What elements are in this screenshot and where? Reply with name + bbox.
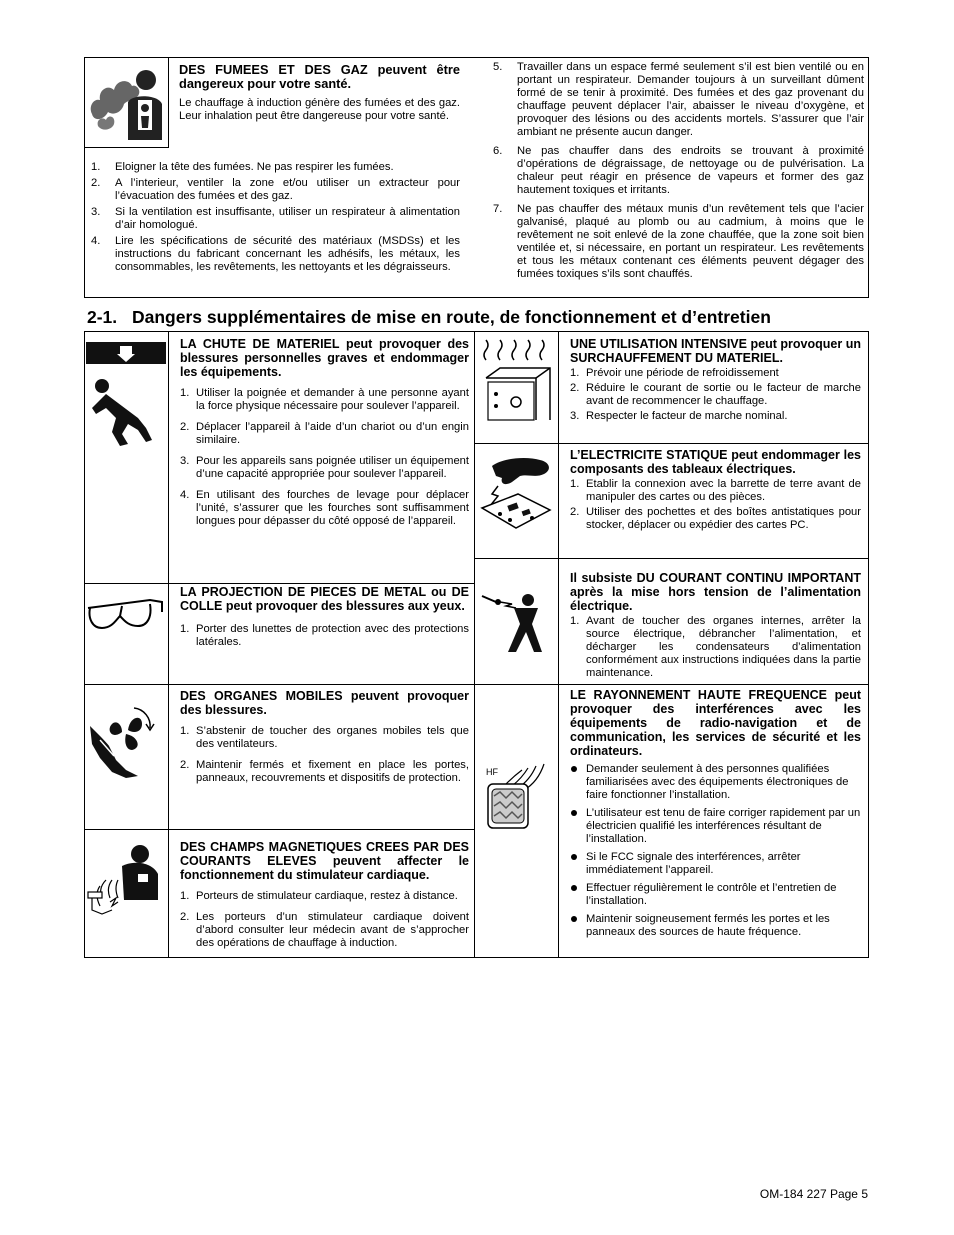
list-item: 1. S’abstenir de toucher des organes mobiles tels que des ventilateurs.	[180, 725, 469, 750]
grid-divider	[474, 558, 869, 559]
list-item: 1. Eloigner la tête des fumées. Ne pas respirer les fumées.	[91, 161, 394, 173]
bullet-icon	[571, 854, 577, 860]
list-item: 2. Réduire le courant de sortie ou le facteur de marche avant de recommencer le chauffage.	[570, 382, 861, 407]
bullet-icon	[571, 810, 577, 816]
bullet-icon	[571, 916, 577, 922]
moving-hazard-text	[180, 689, 469, 785]
fumes-header	[179, 63, 460, 123]
section-title: Dangers supplémentaires de mise en route, de fonctionnement et d’entretien	[132, 307, 771, 327]
section-number: 2-1.	[87, 307, 118, 327]
overuse-hazard-text	[570, 337, 861, 423]
list-item: 2. Maintenir fermés et fixement en place les portes, panneaux, recouvrements et dispositifs de protection.	[180, 759, 469, 784]
magnetic-list	[180, 890, 469, 950]
moving-list	[180, 725, 469, 785]
grid-divider	[84, 684, 475, 685]
grid-divider	[84, 829, 475, 830]
list-item: 2. Les porteurs d’un stimulateur cardiaque doivent d’abord consulter leur médecin avant de s’approcher des opérations de chauffage à induction.	[180, 911, 469, 949]
falling-list	[180, 387, 469, 528]
list-item: 7. Ne pas chauffer des métaux munis d’un revêtement tels que l’acier galvanisé, plaqué au plomb ou au cadmium, à moins que le revêtement ne soit enlevé de la zone chauffée, que la zone soit bien ventilée et, si nécessaire, en portant un respirateur. Les revêtements et tous les métaux contenant ces éléments peuvent dégager des fumées toxiques s’ils sont chauffés.	[493, 203, 864, 280]
list-item: 3. Respecter le facteur de marche nominal.	[570, 410, 788, 422]
list-item: 1. Prévoir une période de refroidissement	[570, 367, 779, 379]
list-item: 4. En utilisant des fourches de levage pour déplacer l’unité, s’assurer que les fourches sont suffisamment longues pour dépasser du côté opposé de l’appareil.	[180, 489, 469, 527]
list-item: 3. Pour les appareils sans poignée utiliser un équipement d’une capacité appropriée pour soulever l’appareil.	[180, 455, 469, 480]
list-item: 1. Porter des lunettes de protection avec des protections latérales.	[180, 623, 469, 648]
metal-title: LA PROJECTION DE PIECES DE METAL ou DE COLLE peut provoquer des blessures aux yeux.	[180, 585, 469, 613]
fumes-left-list	[91, 161, 460, 274]
hf-icon-label: HF	[486, 767, 498, 777]
list-item: 1. Porteurs de stimulateur cardiaque, restez à distance.	[180, 890, 458, 902]
list-item: 1. Avant de toucher des organes internes, arrêter la source électrique, débrancher l’alimentation, et décharger les condensateurs d’alimentation conformément aux instructions indiquées dans la partie maintenance.	[570, 615, 861, 679]
dc-hazard-text	[570, 571, 861, 680]
list-item: 1. Etablir la connexion avec la barrette de terre avant de manipuler des cartes ou des pièces.	[570, 478, 861, 503]
fumes-icon-underline	[84, 147, 169, 148]
magnetic-field-icon	[86, 840, 166, 920]
section-heading	[87, 307, 771, 328]
moving-title: DES ORGANES MOBILES peuvent provoquer des blessures.	[180, 689, 469, 717]
overheating-icon	[478, 338, 554, 422]
list-item: 2. Utiliser des pochettes et des boîtes antistatiques pour stocker, déplacer ou expédier des cartes PC.	[570, 506, 861, 531]
list-item: 1. Utiliser la poignée et demander à une personne ayant la force physique nécessaire pour soulever l’appareil.	[180, 387, 469, 412]
falling-title: LA CHUTE DE MATERIEL peut provoquer des blessures personnelles graves et endommager les équipements.	[180, 337, 469, 379]
list-item: Si le FCC signale des interférences, arrêter immédiatement l’appareil.	[570, 851, 861, 877]
list-item: Maintenir soigneusement fermés les portes et les panneaux des sources de haute fréquence.	[570, 913, 861, 939]
grid-divider	[558, 331, 559, 958]
moving-parts-icon	[86, 700, 166, 780]
metal-hazard-text	[180, 585, 469, 649]
fumes-right-list	[493, 61, 864, 281]
overuse-title: UNE UTILISATION INTENSIVE peut provoquer un SURCHAUFFEMENT DU MATERIEL.	[570, 337, 861, 365]
list-item: 6. Ne pas chauffer dans des endroits se trouvant à proximité d’opérations de dégraissage, de nettoyage ou de pulvérisation. La chaleur peut réagir en présence de vapeurs et former des gaz hautement toxiques et irritants.	[493, 145, 864, 196]
hf-title: LE RAYONNEMENT HAUTE FREQUENCE peut provoquer des interférences avec les équipements de radio-navigation et de communication, les services de sécurité et les ordinateurs.	[570, 688, 861, 758]
list-item: L’utilisateur est tenu de faire corriger rapidement par un électricien qualifié les interférences résultant de l’installation.	[570, 807, 861, 846]
bullet-icon	[571, 766, 577, 772]
electric-shock-icon	[478, 590, 554, 654]
list-item: 5. Travailler dans un espace fermé seulement s’il est bien ventilé ou en portant un respirateur. Demander toujours à un surveillant dûment formé de se tenir à proximité. Des fumées et des gaz provenant du chauffage peuvent déplacer l’air, abaisser le niveau d’oxygène, et provoquer des lésions ou des accidents mortels. S’assurer que l’air ambiant ne présente aucun danger.	[493, 61, 864, 138]
list-item: 2. A l’interieur, ventiler la zone et/ou utiliser un extracteur pour l’évacuation des fumées et des gaz.	[91, 177, 460, 202]
grid-divider	[474, 443, 869, 444]
falling-hazard-text	[180, 337, 469, 528]
fumes-title: DES FUMEES ET DES GAZ peuvent être dangereux pour votre santé.	[179, 62, 460, 91]
list-item: Effectuer régulièrement le contrôle et l’entretien de l’installation.	[570, 882, 861, 908]
grid-divider	[474, 684, 869, 685]
hf-bullet-list	[570, 763, 861, 939]
list-item: Demander seulement à des personnes qualifiées familiarisées avec des équipements électroniques de faire fonctionner l’installation.	[570, 763, 861, 802]
grid-divider	[474, 331, 475, 958]
fumes-intro: Le chauffage à induction génère des fumées et des gaz. Leur inhalation peut être dangereuse pour votre santé.	[179, 97, 460, 122]
grid-divider	[84, 583, 475, 584]
bullet-icon	[571, 885, 577, 891]
static-hazard-text	[570, 448, 861, 532]
fumes-gas-icon	[88, 64, 164, 142]
hf-hazard-text	[570, 688, 861, 944]
static-title: L’ELECTRICITE STATIQUE peut endommager les composants des tableaux électriques.	[570, 448, 861, 476]
safety-glasses-icon	[86, 594, 166, 634]
metal-list	[180, 623, 469, 649]
magnetic-title: DES CHAMPS MAGNETIQUES CREES PAR DES COURANTS ELEVES peuvent affecter le fonctionnement du stimulateur cardiaque.	[180, 840, 469, 882]
hf-radiation-icon	[484, 762, 550, 832]
falling-equipment-icon	[86, 340, 166, 450]
overuse-list	[570, 367, 861, 423]
list-item: 4. Lire les spécifications de sécurité des matériaux (MSDSs) et les instructions du fabricant concernant les adhésifs, les métaux, les consommables, les revêtements, les nettoyants et les dégraisseurs.	[91, 235, 460, 273]
magnetic-hazard-text	[180, 840, 469, 950]
page-footer: OM-184 227 Page 5	[759, 1187, 868, 1201]
dc-list	[570, 615, 861, 680]
grid-divider	[168, 331, 169, 958]
static-electricity-icon	[478, 452, 554, 532]
list-item: 2. Déplacer l’appareil à l’aide d’un chariot ou d’un engin similaire.	[180, 421, 469, 446]
dc-title: Il subsiste DU COURANT CONTINU IMPORTANT après la mise hors tension de l’alimentation électrique.	[570, 571, 861, 613]
static-list	[570, 478, 861, 532]
list-item: 3. Si la ventilation est insuffisante, utiliser un respirateur à alimentation d’air homologué.	[91, 206, 460, 231]
fumes-icon-divider	[168, 57, 169, 148]
